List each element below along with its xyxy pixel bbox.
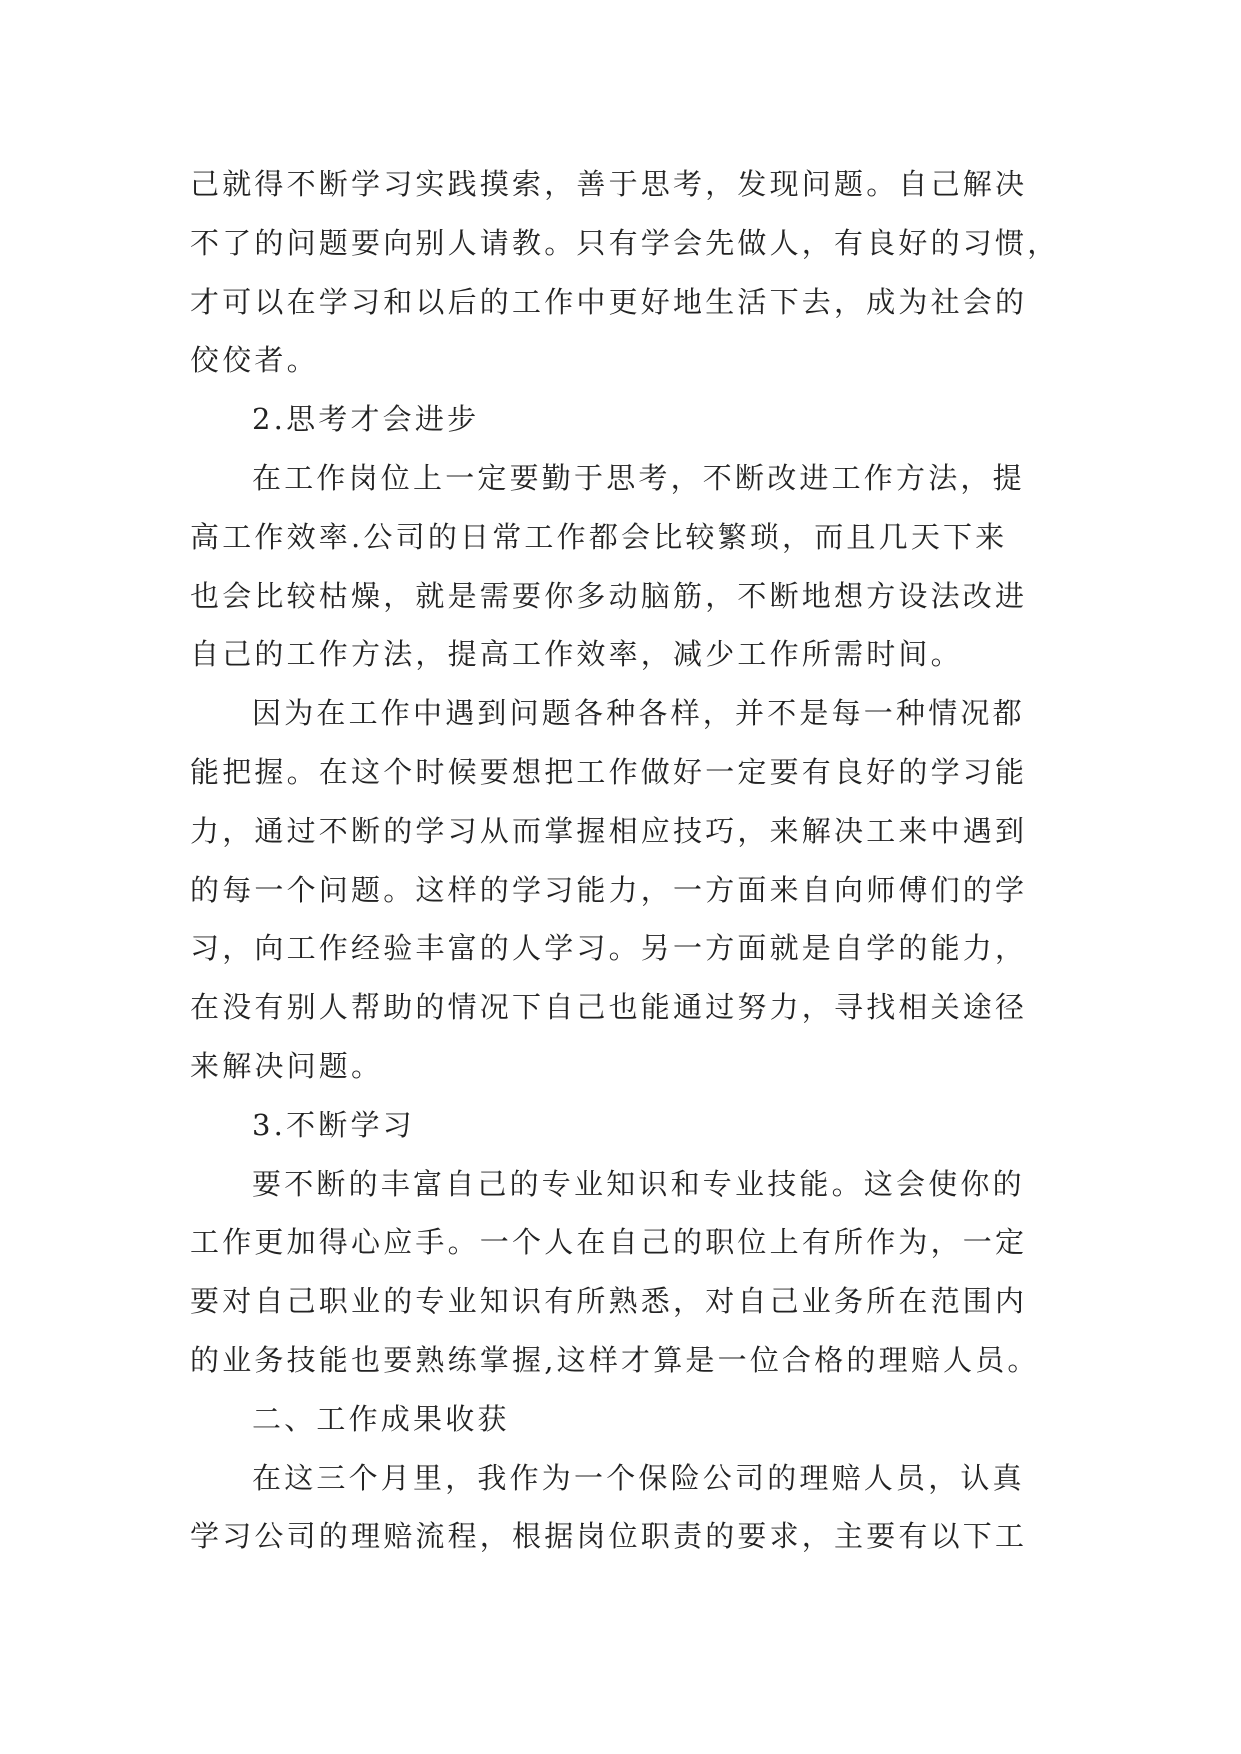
text-line: 能把握。在这个时候要想把工作做好一定要有良好的学习能 — [190, 754, 1028, 789]
document-body — [190, 155, 1060, 1566]
text-line: 2.思考才会进步 — [252, 402, 480, 437]
text-line: 习，向工作经验丰富的人学习。另一方面就是自学的能力， — [190, 931, 1028, 966]
text-line: 高工作效率.公司的日常工作都会比较繁琐，而且几天下来 — [190, 519, 1008, 554]
text-line: 力，通过不断的学习从而掌握相应技巧，来解决工来中遇到 — [190, 813, 1028, 848]
text-line: 学习公司的理赔流程，根据岗位职责的要求，主要有以下工 — [190, 1519, 1028, 1554]
text-line: 不了的问题要向别人请教。只有学会先做人，有良好的习惯， — [190, 225, 1060, 260]
text-line: 二、工作成果收获 — [252, 1401, 510, 1436]
text-line: 在没有别人帮助的情况下自己也能通过努力，寻找相关途径 — [190, 990, 1028, 1025]
text-line: 在这三个月里，我作为一个保险公司的理赔人员，认真 — [252, 1460, 1025, 1495]
text-line: 工作更加得心应手。一个人在自己的职位上有所作为，一定 — [190, 1225, 1028, 1260]
text-line: 在工作岗位上一定要勤于思考，不断改进工作方法，提 — [252, 460, 1025, 495]
text-line: 己就得不断学习实践摸索，善于思考，发现问题。自己解决 — [190, 167, 1028, 201]
text-line: 的业务技能也要熟练掌握,这样才算是一位合格的理赔人员。 — [190, 1342, 1040, 1377]
text-line: 来解决问题。 — [190, 1048, 384, 1083]
text-line: 3.不断学习 — [252, 1107, 415, 1142]
text-line: 佼佼者。 — [190, 343, 319, 378]
text-line: 要不断的丰富自己的专业知识和专业技能。这会使你的 — [252, 1166, 1025, 1201]
text-line: 的每一个问题。这样的学习能力，一方面来自向师傅们的学 — [190, 872, 1028, 907]
text-line: 因为在工作中遇到问题各种各样，并不是每一种情况都 — [252, 696, 1025, 731]
text-line: 也会比较枯燥，就是需要你多动脑筋，不断地想方设法改进 — [190, 578, 1028, 613]
text-line: 才可以在学习和以后的工作中更好地生活下去，成为社会的 — [190, 284, 1028, 319]
text-line: 要对自己职业的专业知识有所熟悉，对自己业务所在范围内 — [190, 1284, 1028, 1319]
text-line: 自己的工作方法，提高工作效率，减少工作所需时间。 — [190, 637, 963, 672]
